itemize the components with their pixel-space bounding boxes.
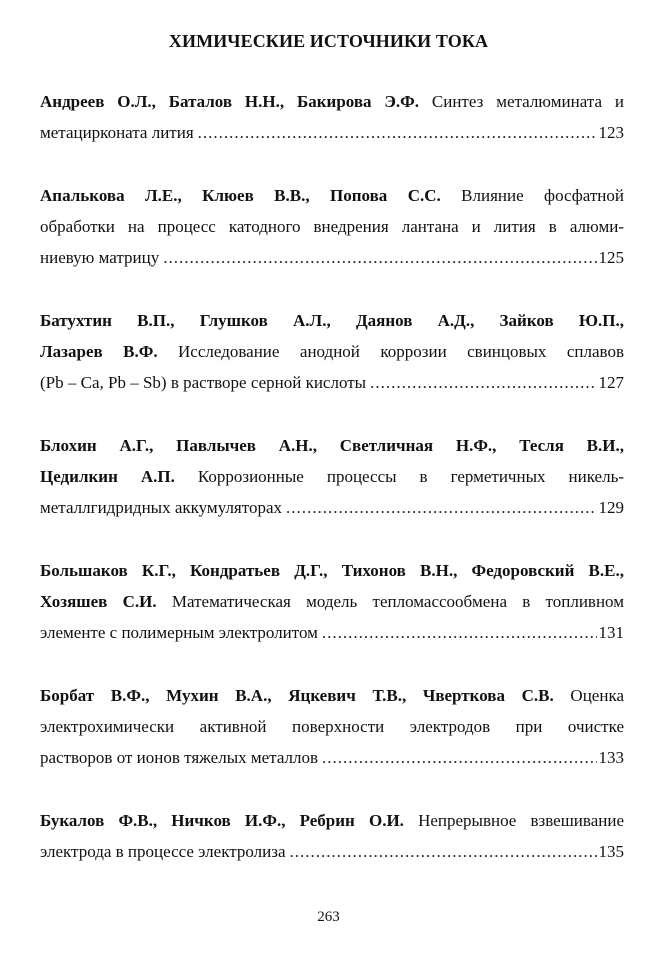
toc-entry-last-line: [40, 242, 624, 273]
entry-title: Оценка: [553, 686, 624, 705]
entry-title-text: [40, 242, 159, 273]
entry-title: электрода в процессе электролиза: [40, 842, 286, 861]
entry-authors: Батухтин В.П., Глушков А.Л., Даянов А.Д., Зайков Ю.П.,: [40, 311, 624, 330]
entry-authors: Большаков К.Г., Кондратьев Д.Г., Тихонов В.Н., Федоровский В.Е.,: [40, 561, 624, 580]
entry-authors: Блохин А.Г., Павлычев А.Н., Светличная Н.Ф., Тесля В.И.,: [40, 436, 624, 455]
toc-entry-last-line: [40, 617, 624, 648]
dot-leader: [322, 742, 596, 773]
entry-title-text: [40, 617, 318, 648]
toc-entry-last-line: [40, 742, 624, 773]
toc-entry-line: [40, 430, 624, 461]
entry-title: Влияние фосфатной: [440, 186, 624, 205]
entry-page-number: 133: [598, 748, 624, 767]
entry-title-text: [40, 742, 318, 773]
entry-page-number: 125: [598, 248, 624, 267]
entry-title: обработки на процесс катодного внедрения лантана и лития в алюми-: [40, 217, 624, 236]
entry-page-number: 127: [598, 373, 624, 392]
page-number: 263: [317, 909, 340, 925]
dot-leader: [286, 492, 596, 523]
toc-entry-line: [40, 680, 624, 711]
entry-page-number: 135: [598, 842, 624, 861]
dot-leader: [322, 617, 597, 648]
toc-entry-line: [40, 805, 624, 836]
entry-title: Непрерывное взвешивание: [403, 811, 624, 830]
toc-entry-last-line: [40, 367, 624, 398]
toc-entry-last-line: [40, 492, 624, 523]
toc-entry-line: [40, 211, 624, 242]
entry-authors: Букалов Ф.В., Ничков И.Ф., Ребрин О.И.: [40, 811, 404, 830]
entry-page-number: 129: [598, 498, 624, 517]
dot-leader: [163, 242, 596, 273]
entry-title: элементе с полимерным электролитом: [40, 623, 318, 642]
entry-authors: Лазарев В.Ф.: [40, 342, 158, 361]
entry-title: электрохимически активной поверхности электродов при очистке: [40, 717, 624, 736]
entry-title: (Pb – Ca, Pb – Sb) в растворе серной кислоты: [40, 373, 367, 392]
entry-title: Коррозионные процессы в герметичных никель-: [174, 467, 624, 486]
entry-title-text: [40, 836, 286, 867]
entry-title-text: [40, 492, 282, 523]
entry-title: растворов от ионов тяжелых металлов: [40, 748, 319, 767]
toc-entry: [40, 430, 624, 523]
entry-title: металлгидридных аккумуляторах: [40, 498, 283, 517]
entry-page-number: 123: [598, 123, 624, 142]
toc-entry: [40, 555, 624, 648]
section-heading: ХИМИЧЕСКИЕ ИСТОЧНИКИ ТОКА: [168, 31, 489, 51]
toc-entry-line: [40, 586, 624, 617]
toc-entry: [40, 805, 624, 867]
entry-title-text: [40, 117, 194, 148]
entry-authors: Андреев О.Л., Баталов Н.Н., Бакирова Э.Ф.: [40, 92, 420, 111]
toc-entry: [40, 86, 624, 148]
toc-entry-line: [40, 711, 624, 742]
entry-authors: Борбат В.Ф., Мухин В.А., Яцкевич Т.В., Чверткова С.В.: [40, 686, 554, 705]
toc-entry: [40, 180, 624, 273]
toc-entry-line: [40, 180, 624, 211]
toc-entry-line: [40, 305, 624, 336]
entry-title: Математическая модель тепломассообмена в топливном: [156, 592, 624, 611]
entry-title: ниевую матрицу: [40, 248, 160, 267]
dot-leader: [370, 367, 596, 398]
entry-authors: Цедилкин А.П.: [40, 467, 175, 486]
entry-title: Исследование анодной коррозии свинцовых сплавов: [157, 342, 624, 361]
toc-entry-line: [40, 86, 624, 117]
entry-title: Синтез металюмината и: [419, 92, 624, 111]
toc-entries: [40, 86, 624, 899]
toc-entry-last-line: [40, 836, 624, 867]
toc-entry-last-line: [40, 117, 624, 148]
toc-entry-line: [40, 336, 624, 367]
entry-authors: Апалькова Л.Е., Клюев В.В., Попова С.С.: [40, 186, 441, 205]
toc-entry-line: [40, 555, 624, 586]
dot-leader: [290, 836, 597, 867]
entry-authors: Хозяшев С.И.: [40, 592, 157, 611]
toc-entry-line: [40, 461, 624, 492]
dot-leader: [198, 117, 597, 148]
toc-entry: [40, 680, 624, 773]
toc-entry: [40, 305, 624, 398]
entry-page-number: 131: [598, 623, 624, 642]
entry-title-text: [40, 367, 366, 398]
entry-title: метацирконата лития: [40, 123, 194, 142]
